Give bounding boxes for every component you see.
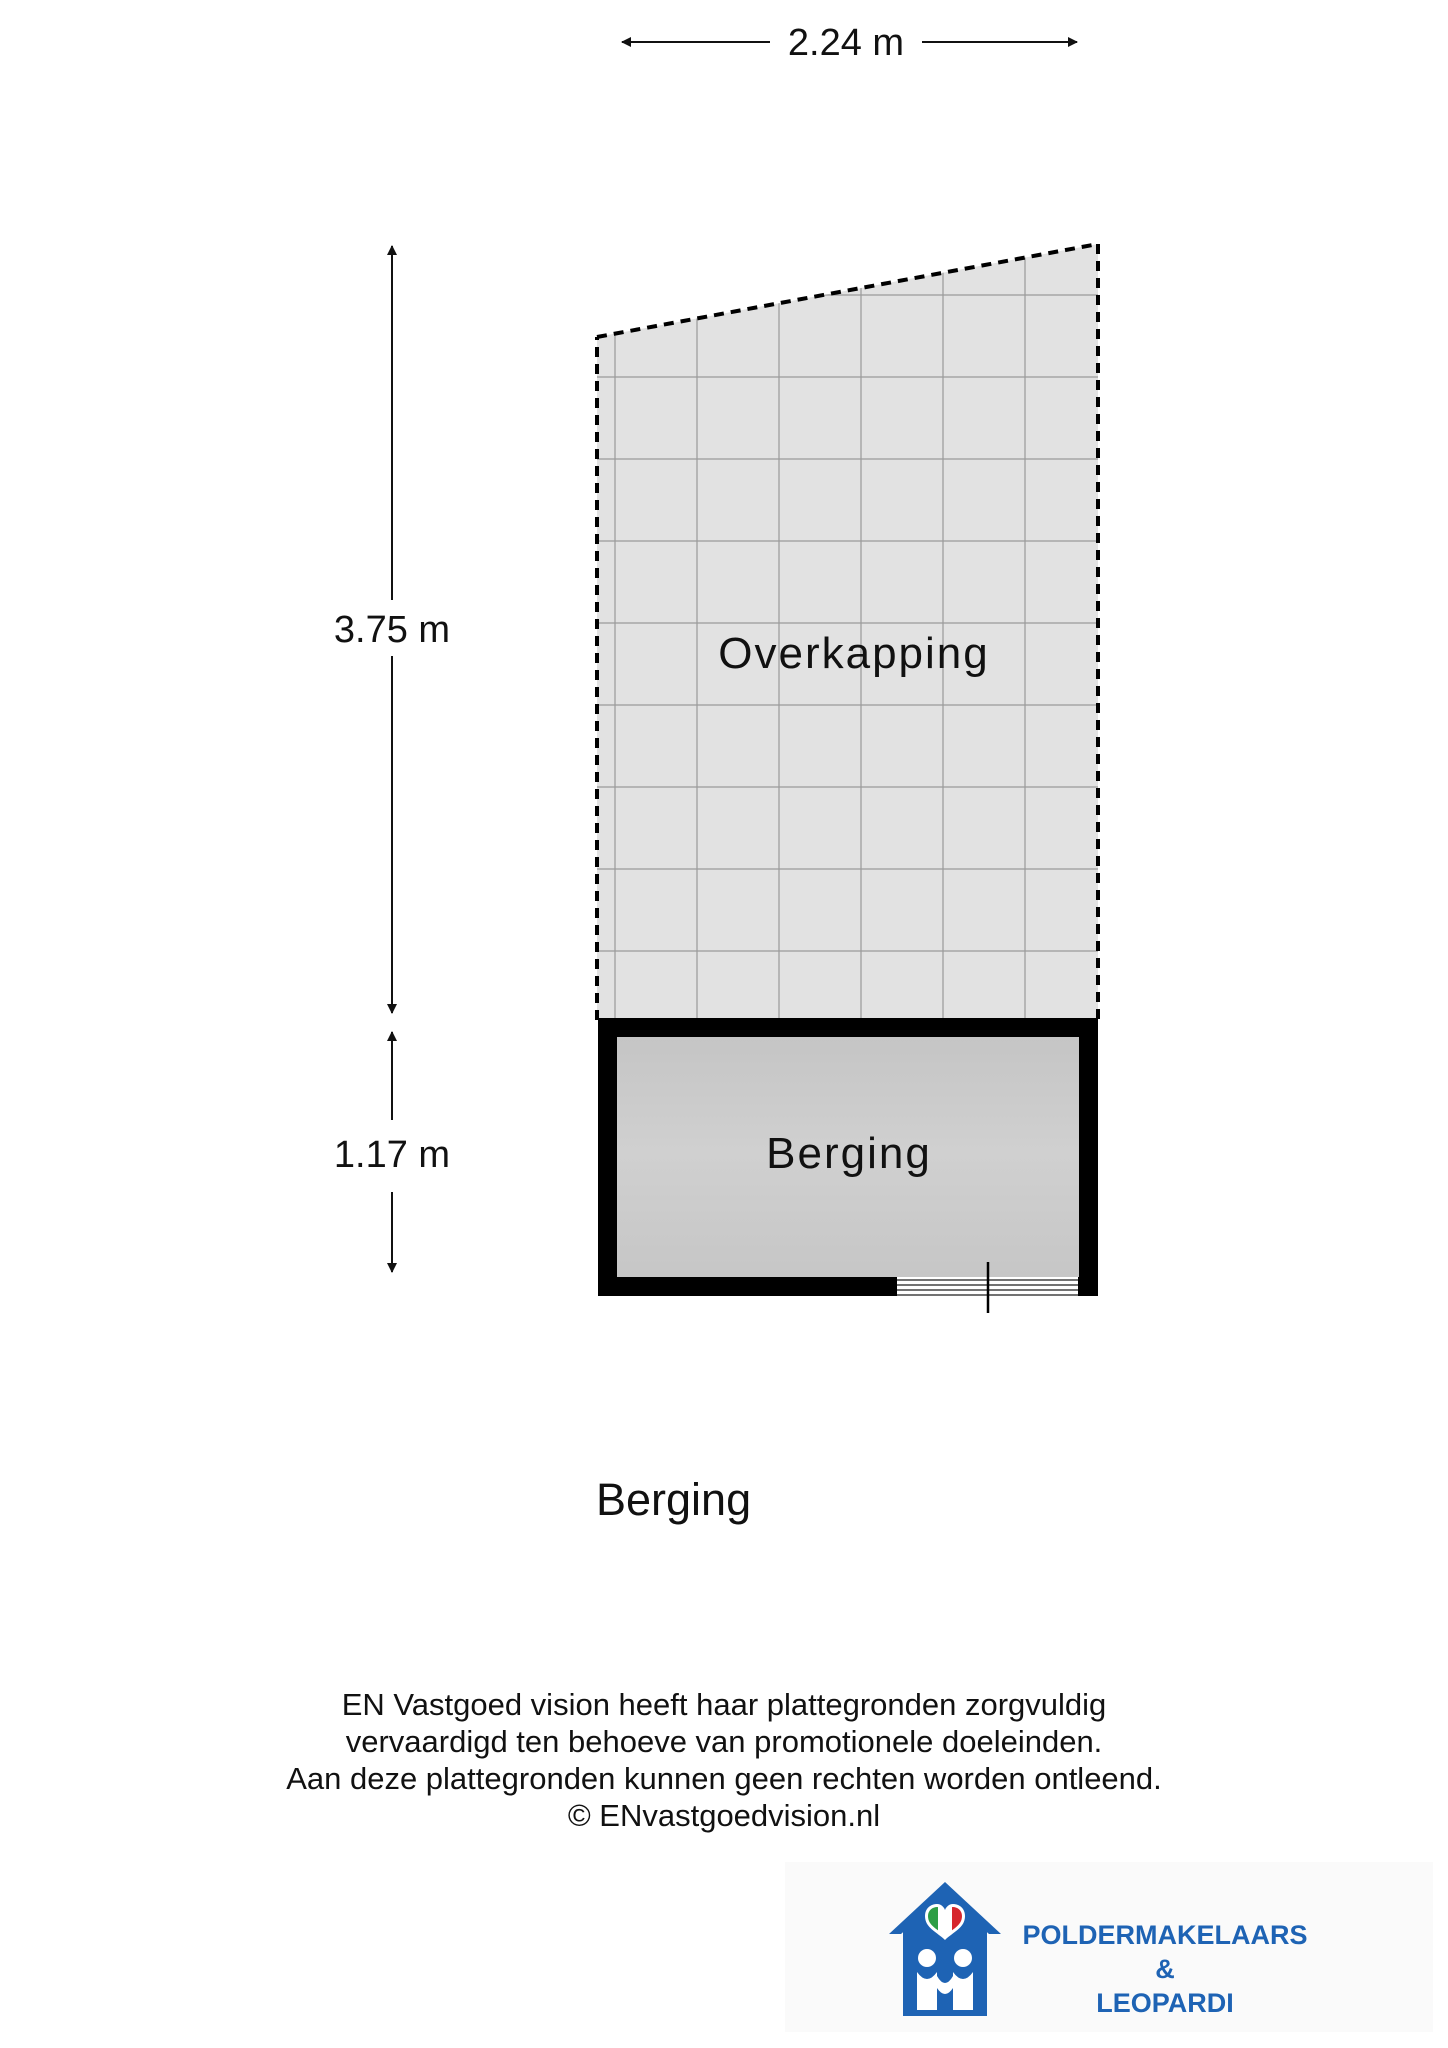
dimension-label-overkapping-height: 3.75 m bbox=[333, 609, 451, 651]
brand-logo-area bbox=[785, 1862, 1433, 2032]
brand-name bbox=[1005, 1918, 1325, 2020]
overkapping-area bbox=[597, 240, 1098, 1020]
dimension-label-width: 2.24 m bbox=[787, 22, 905, 64]
disclaimer-line: Aan deze plattegronden kunnen geen rechten worden ontleend. bbox=[286, 1761, 1162, 1796]
copyright-line: © ENvastgoedvision.nl bbox=[567, 1798, 881, 1833]
disclaimer-line: EN Vastgoed vision heeft haar plattegronden zorgvuldig bbox=[341, 1687, 1107, 1722]
dimension-label-berging-height: 1.17 m bbox=[333, 1134, 451, 1176]
disclaimer bbox=[124, 1686, 1324, 1834]
floor-title: Berging bbox=[596, 1474, 752, 1525]
brand-name-line2: LEOPARDI bbox=[1096, 1988, 1234, 2018]
dimension-width bbox=[622, 22, 1077, 64]
brand-name-ampersand: & bbox=[1155, 1954, 1175, 1984]
disclaimer-line: vervaardigd ten behoeve van promotionele doeleinden. bbox=[345, 1724, 1103, 1759]
house-logo-icon bbox=[885, 1876, 1005, 2016]
dimension-height-overkapping bbox=[334, 246, 450, 1013]
berging-room bbox=[598, 1018, 1098, 1313]
dimension-height-berging bbox=[334, 1032, 450, 1272]
brand-name-line1: POLDERMAKELAARS bbox=[1022, 1920, 1308, 1950]
room-label-overkapping: Overkapping bbox=[718, 629, 990, 678]
room-label-berging: Berging bbox=[766, 1129, 932, 1178]
